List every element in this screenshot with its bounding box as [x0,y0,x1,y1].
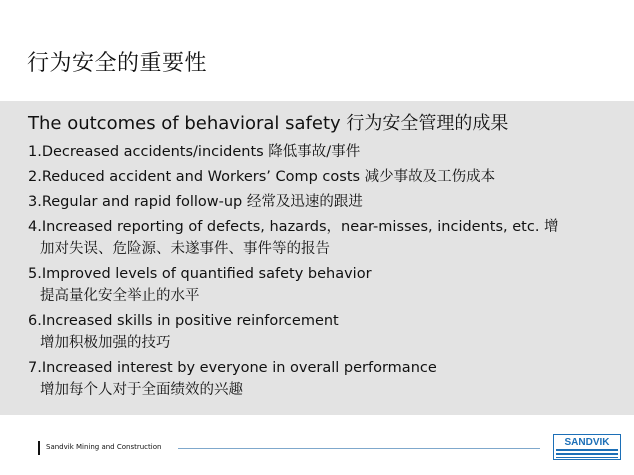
content-panel [0,101,634,415]
footer-rule [178,448,540,449]
list-item-text: 4.Increased reporting of defects, hazards，near-misses, incidents, etc. 增 [28,219,559,235]
list-item-translation: 增加每个人对于全面绩效的兴趣 [40,382,243,398]
list-item-text: 2.Reduced accident and Workers’ Comp costs 减少事故及工伤成本 [28,169,496,185]
logo-stripe-3 [556,457,618,458]
list-item-text: 3.Regular and rapid follow-up 经常及迅速的跟进 [28,194,363,210]
list-item-continuation: 加对失误、危险源、未遂事件、事件等的报告 [40,241,330,257]
list-item-translation: 提高量化安全举止的水平 [40,288,200,304]
footer-company-name: Sandvik Mining and Construction [46,443,162,451]
outcome-list [28,141,623,404]
logo-stripe-2 [556,453,618,455]
list-item-text: 5.Improved levels of quantified safety behavior [28,266,372,282]
list-item [28,357,623,401]
content-heading: The outcomes of behavioral safety 行为安全管理的成果 [28,113,509,134]
list-item [28,216,623,260]
list-item [28,191,623,213]
list-item [28,141,623,163]
logo-wordmark: SANDVIK [564,437,610,448]
list-item [28,166,623,188]
list-item-text: 6.Increased skills in positive reinforcement [28,313,339,329]
footer-divider-mark [38,441,40,455]
list-item-text: 1.Decreased accidents/incidents 降低事故/事件 [28,144,361,160]
list-item-translation: 增加积极加强的技巧 [40,335,171,351]
list-item [28,263,623,307]
list-item-text: 7.Increased interest by everyone in overall performance [28,360,437,376]
slide-title: 行为安全的重要性 [27,51,208,76]
list-item [28,310,623,354]
sandvik-logo [553,434,621,460]
logo-stripe-1 [556,449,618,451]
